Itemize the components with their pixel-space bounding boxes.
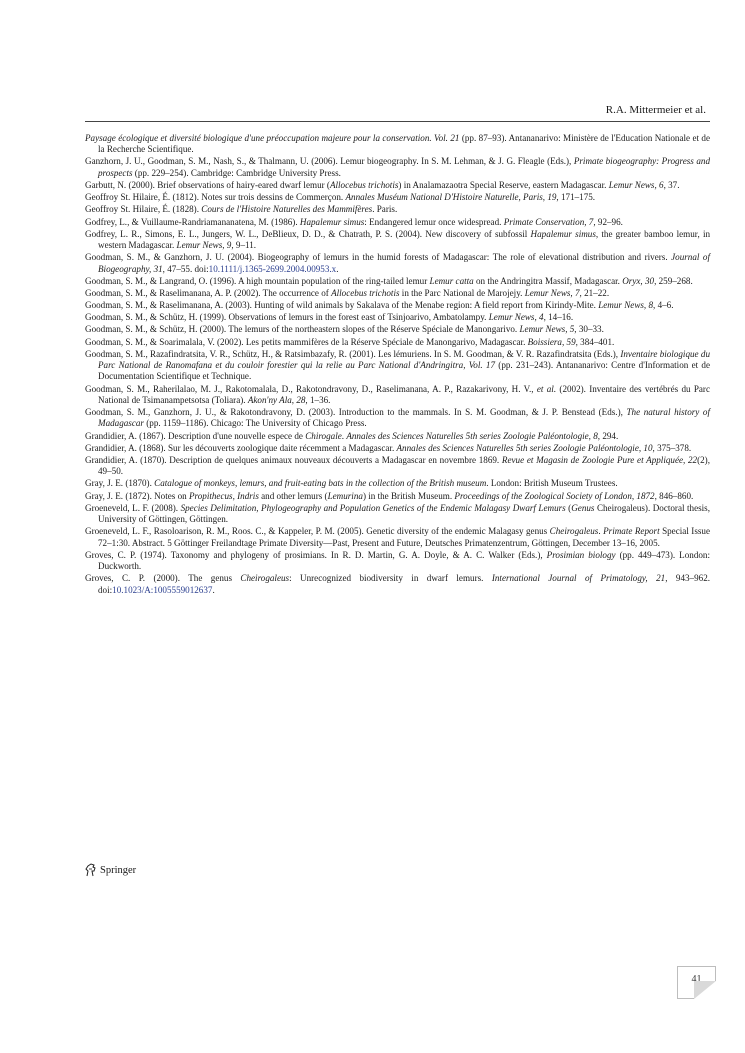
reference-text: Special Issue 72–1:30. Abstract. 5 Göttinger Freilandtage Primate Diversity—Past, Present and Future, Deutsches Primatenzentrum, Göttingen, December 13–16, 2005. [98, 526, 710, 548]
page-number-box [677, 966, 716, 999]
reference-italic-text: Boissiera, 59 [527, 336, 576, 347]
reference-text: . [341, 430, 347, 441]
reference-text: Groves, C. P. (2000). The genus [85, 573, 241, 584]
reference-italic-text: Cheirogaleus [549, 526, 599, 537]
reference-entry [85, 526, 710, 549]
reference-entry [85, 180, 710, 191]
reference-text: , 37. [663, 179, 680, 190]
reference-text: Garbutt, N. (2000). Brief observations of hairy-eared dwarf lemur ( [85, 179, 330, 190]
reference-text: ) in Analamazaotra Special Reserve, eastern Madagascar. [398, 179, 609, 190]
reference-italic-text: Hapalemur simus [299, 216, 365, 227]
page-number: 41 [691, 974, 702, 985]
reference-italic-text: Lemurina [327, 490, 363, 501]
reference-text: Goodman, S. M., & Raselimanana, A. (2003). Hunting of wild animals by Sakalava of the Menabe region: A field report from Kirindy-Mite. [85, 300, 599, 311]
reference-text: : Endangered lemur once widespread. [364, 216, 504, 227]
reference-text: , 375–378. [652, 442, 692, 453]
reference-text: Grandidier, A. (1867). Description d'une nouvelle espece de [85, 430, 306, 441]
reference-text: (pp. 449–473). London: Duckworth. [98, 549, 710, 572]
reference-text: Goodman, S. M., & Raselimanana, A. P. (2002). The occurrence of [85, 287, 332, 298]
reference-list [85, 133, 710, 597]
reference-entry [85, 503, 710, 526]
reference-text: Godfrey, L., & Vuillaume-Randriamananatena, M. (1986). [85, 216, 300, 227]
reference-text: (2), 49–50. [98, 454, 710, 477]
reference-text: , 4–6. [653, 300, 674, 311]
reference-text: ( [565, 502, 572, 513]
reference-entry [85, 431, 710, 442]
reference-entry [85, 300, 710, 311]
reference-text: , 9–11. [231, 240, 257, 251]
reference-text: ) in the British Museum. [362, 490, 455, 501]
reference-italic-text: Catalogue of monkeys, lemurs, and fruit-eating bats in the collection of the British museum [154, 478, 487, 489]
reference-text: Goodman, S. M., & Soarimalala, V. (2002). Les petits mammifères de la Réserve Spéciale de Manongarivo, Madagascar. [85, 336, 528, 347]
reference-italic-text: Primate Conservation, 7 [503, 216, 594, 227]
reference-text: , 259–268. [654, 275, 693, 286]
header-rule [85, 121, 710, 122]
reference-entry [85, 324, 710, 335]
reference-text: on the Andringitra Massif, Madagascar. [473, 275, 623, 286]
reference-italic-text: Primate Report [603, 526, 660, 537]
reference-text: , 1–36. [305, 394, 331, 405]
reference-italic-text: Annales des Sciences Naturelles 5th series Zoologie Paléontologie, 8 [346, 430, 598, 441]
reference-entry [85, 455, 710, 478]
reference-text: Goodman, S. M., Ganzhorn, J. U., & Rakotondravony, D. (2003). Introduction to the mammals. In S. M. Goodman, & J. P. Benstead (Eds.), [85, 407, 627, 418]
reference-italic-text: Lemur News, 9 [176, 240, 232, 251]
reference-text: Goodman, S. M., Razafindratsita, V. R., Schütz, H., & Ratsimbazafy, R. (2001). Les lémuriens. In S. M. Goodman, & V. R. Razafindratsita (Eds.), [85, 348, 621, 359]
reference-italic-text: Allocebus trichotis [331, 287, 400, 298]
reference-text: , 92–96. [593, 216, 623, 227]
reference-text: , 30–33. [574, 324, 604, 335]
reference-text: . London: British Museum Trustees. [486, 478, 618, 489]
reference-italic-text: Journal of Biogeography, 31 [98, 252, 711, 274]
reference-italic-text: Allocebus trichotis [329, 179, 399, 190]
doi-link[interactable]: 10.1023/A:1005559012637 [112, 584, 213, 595]
reference-entry [85, 204, 710, 215]
reference-text: Grandidier, A. (1870). Description de quelques animaux nouveaux découverts a Madagascar en novembre 1869. [85, 454, 502, 465]
reference-entry [85, 229, 710, 252]
reference-text: . [336, 263, 339, 274]
reference-text: Goodman, S. M., Raherilalao, M. J., Rakotomalala, D., Rakotondravony, D., Raselimanana, A. P., Razakarivony, H. V., [85, 383, 537, 394]
reference-text: Gray, J. E. (1870). [85, 478, 155, 489]
reference-text: Goodman, S. M., & Schütz, H. (2000). The lemurs of the northeastern slopes of the Réserve Spéciale de Manongarivo. [85, 324, 520, 335]
reference-text: (pp. 229–254). Cambridge: Cambridge University Press. [132, 167, 341, 178]
reference-text: Goodman, S. M., & Schütz, H. (1999). Observations of lemurs in the forest east of Tsinjoarivo, Ambatolampy. [85, 312, 489, 323]
reference-entry [85, 407, 710, 430]
reference-italic-text: Lemur News, 5 [519, 324, 575, 335]
reference-entry [85, 192, 710, 203]
reference-continuation [85, 133, 710, 156]
reference-text: . Paris. [372, 204, 398, 215]
reference-entry [85, 384, 710, 407]
header-author: R.A. Mittermeier et al. [605, 104, 706, 116]
reference-entry [85, 276, 710, 287]
reference-entry [85, 288, 710, 299]
reference-italic-text: Lemur News, 4 [488, 312, 544, 323]
reference-text: Grandidier, A. (1868). Sur les découverts zoologique daite récemment a Madagascar. [85, 442, 397, 453]
reference-text: in the Parc National de Marojejy. [399, 287, 525, 298]
reference-text: Groves, C. P. (1974). Taxonomy and phylogeny of prosimians. In R. D. Martin, G. A. Doyle, & A. C. Walker (Eds.), [85, 549, 547, 560]
reference-italic-text: Chirogale [305, 430, 342, 441]
reference-entry [85, 217, 710, 228]
reference-italic-text: Propithecus, Indris [188, 490, 259, 501]
springer-horse-icon [85, 863, 97, 877]
reference-text: Geoffroy St. Hilaire, É. (1828). [85, 204, 202, 215]
publisher-logo [85, 862, 136, 878]
reference-text: , 21–22. [579, 287, 610, 298]
reference-entry [85, 156, 710, 179]
reference-entry [85, 349, 710, 383]
reference-italic-text: Lemur catta [429, 275, 474, 286]
reference-entry [85, 252, 710, 275]
reference-italic-text: Akon'ny Ala, 28 [247, 394, 306, 405]
reference-text: and other lemurs ( [258, 490, 328, 501]
reference-text: , 171–175. [556, 192, 596, 203]
publisher-name: Springer [100, 864, 137, 876]
reference-text: (pp. 231–243). Antananarivo: Centre d'Information et de Documentation Scientifique et Technique. [98, 360, 711, 382]
reference-italic-text: Revue et Magasin de Zoologie Pure et Appliquée, 22 [501, 454, 698, 465]
reference-text: Goodman, S. M., & Langrand, O. (1996). A high mountain population of the ring-tailed lemur [85, 275, 430, 286]
reference-text: (pp. 87–93). Antananarivo: Ministère de l'Education Nationale et de la Recherche Scientifique. [98, 133, 710, 155]
reference-text: , the greater bamboo lemur, in western Madagascar. [98, 228, 711, 251]
reference-italic-text: Lemur News, 7 [524, 287, 580, 298]
reference-italic-text: Oryx, 30 [622, 275, 655, 286]
reference-entry [85, 491, 710, 502]
reference-text: Ganzhorn, J. U., Goodman, S. M., Nash, S., & Thalmann, U. (2006). Lemur biogeography. In S. M. Lehman, & J. G. Fleagle (Eds.), [85, 156, 574, 167]
reference-text: , 943–962. doi: [98, 573, 711, 595]
reference-text: Gray, J. E. (1872). Notes on [85, 490, 189, 501]
reference-text: , 294. [597, 430, 619, 441]
reference-italic-text: International Journal of Primatology, 21 [491, 573, 666, 584]
reference-italic-text: Hapalemur simus [530, 228, 596, 239]
reference-italic-text: Genus [571, 502, 595, 513]
reference-text: (pp. 1159–1186). Chicago: The University of Chicago Press. [143, 418, 367, 429]
reference-text: : Unrecognized biodiversity in dwarf lemurs. [289, 573, 492, 584]
reference-text: , 14–16. [543, 312, 574, 323]
reference-italic-text: Cours de l'Histoire Naturelles des Mammifères [201, 204, 373, 215]
reference-italic-text: Annales Muséum National D'Histoire Naturelle, Paris, 19 [345, 192, 557, 203]
reference-italic-text: Proceedings of the Zoological Society of London, 1872 [454, 490, 655, 501]
page-corner-fold [694, 981, 716, 999]
reference-italic-text: The natural history of Madagascar [98, 407, 710, 429]
reference-text: , 47–55. doi: [162, 263, 209, 274]
reference-entry [85, 337, 710, 348]
reference-italic-text: Annales des Sciences Naturelles 5th series Zoologie Paléontologie, 10 [396, 442, 653, 453]
reference-text: Groeneveld, L. F., Rasoloarison, R. M., Roos. C., & Kappeler, P. M. (2005). Genetic diversity of the endemic Malagasy genus [85, 526, 550, 537]
reference-italic-text: Species Delimitation, Phylogeography and Population Genetics of the Endemic Malagasy Dwarf Lemurs [180, 502, 566, 513]
reference-italic-text: Inventaire biologique du Parc National de Ranomafana et du couloir forestier qui la relie au Parc National d'Andringitra, Vol. 17 [98, 348, 710, 371]
reference-text: Godfrey, L. R., Simons, E. L., Jungers, W. L., DeBlieux, D. D., & Chatrath, P. S. (2004). New discovery of subfossil [85, 228, 531, 239]
reference-text: Goodman, S. M., & Ganzhorn, J. U. (2004). Biogeography of lemurs in the humid forests of Madagascar: The role of elevational distribution and rivers. [85, 252, 672, 263]
reference-text: , 846–860. [654, 490, 694, 501]
reference-text: . [598, 526, 604, 537]
reference-entry [85, 443, 710, 454]
reference-text: . [212, 584, 215, 595]
reference-text: , 384–401. [575, 336, 615, 347]
reference-italic-text: Cheirogaleus [240, 573, 290, 584]
reference-italic-text: Paysage écologique et diversité biologique d'une préoccupation majeure pour la conservation. Vol. 21 [85, 133, 460, 143]
reference-text: (2002). Inventaire des vertébrés du Parc National de Tsimanampetsotsa (Toliara). [98, 383, 710, 405]
reference-text: Groeneveld, L. F. (2008). [85, 502, 181, 513]
reference-italic-text: et al. [536, 383, 557, 394]
reference-text: Geoffroy St. Hilaire, É. (1812). Notes sur trois dessins de Commerçon. [85, 192, 346, 203]
reference-entry [85, 478, 710, 489]
reference-italic-text: Lemur News, 6 [608, 179, 664, 190]
reference-entry [85, 550, 710, 573]
running-header [85, 104, 710, 120]
reference-italic-text: Primate biogeography: Progress and prospects [98, 156, 710, 178]
reference-entry [85, 312, 710, 323]
doi-link[interactable]: 10.1111/j.1365-2699.2004.00953.x [208, 263, 337, 274]
reference-text: Cheirogaleus). Doctoral thesis, University of Göttingen, Göttingen. [98, 502, 710, 525]
reference-italic-text: Prosimian biology [546, 549, 616, 560]
reference-entry [85, 573, 710, 596]
reference-italic-text: Lemur News, 8 [598, 300, 654, 311]
